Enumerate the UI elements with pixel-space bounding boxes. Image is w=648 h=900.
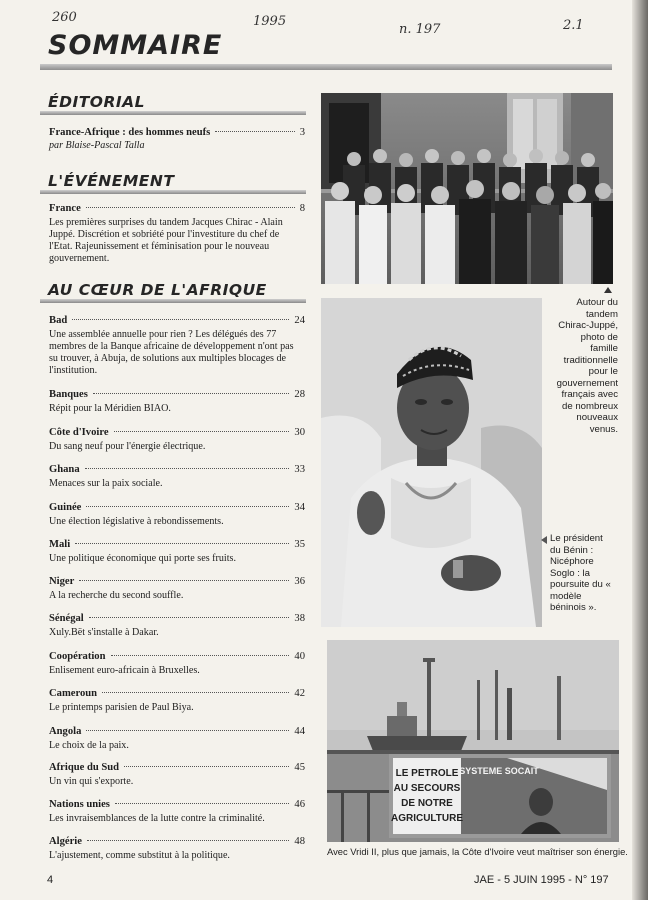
entry-page: 48 <box>294 836 305 847</box>
banner-side-text: SYSTEME SOCAIT <box>459 766 539 776</box>
government-group-photo <box>321 93 613 284</box>
entry-page: 36 <box>294 576 305 587</box>
book-spine-edge <box>632 0 648 900</box>
entry-description: Une assemblée annuelle pour rien ? Les délégués des 77 membres de la Banque africaine de développement n'ont pas su trouver, à Abuja, de solutions aux multiples blocages de l'institution. <box>49 328 294 376</box>
entry-description: Un vin qui s'exporte. <box>49 775 134 787</box>
entry-description: Le choix de la paix. <box>49 739 129 751</box>
leader-dots <box>72 319 289 320</box>
leader-dots <box>102 692 289 693</box>
entry-description: Les premières surprises du tandem Jacques Chirac - Alain Juppé. Discrétion et sobriété pour l'investiture du chef de l'Etat. Rajeunissement et féminisation pour le nouveau gouvernement. <box>49 216 283 264</box>
banner-line-3: DE NOTRE <box>401 798 453 809</box>
banner-line-4: AGRICULTURE <box>390 813 464 824</box>
section-rule <box>40 190 306 194</box>
government-group-illustration <box>321 93 613 284</box>
entry-title: Cameroun <box>49 688 98 699</box>
leader-dots <box>89 617 290 618</box>
entry-title: Guinée <box>49 502 82 513</box>
entry-page: 30 <box>294 427 305 438</box>
entry-page: 8 <box>299 203 305 214</box>
section-heading-afrique: AU CŒUR DE L'AFRIQUE <box>48 281 267 299</box>
entry-title: Sénégal <box>49 613 84 624</box>
toc-entry-cote-divoire[interactable] <box>49 427 305 453</box>
entry-description: Enlisement euro-africain à Bruxelles. <box>49 664 200 676</box>
entry-title: Ghana <box>49 464 80 475</box>
handwritten-note-1: 260 <box>52 10 77 25</box>
section-heading-editorial: ÉDITORIAL <box>48 93 146 111</box>
title-rule <box>40 64 612 70</box>
toc-entry-banques[interactable] <box>49 389 305 415</box>
leader-dots <box>86 730 289 731</box>
leader-dots <box>87 840 289 841</box>
entry-page: 42 <box>294 688 305 699</box>
leader-dots <box>75 543 289 544</box>
entry-page: 35 <box>294 539 305 550</box>
toc-entry-france[interactable] <box>49 203 305 265</box>
entry-description: Les invraisemblances de la lutte contre la criminalité. <box>49 812 265 824</box>
handwritten-note-4: 2.1 <box>563 18 584 33</box>
entry-description: Répit pour la Méridien BIAO. <box>49 402 171 414</box>
leader-dots <box>124 766 289 767</box>
toc-entry-editorial[interactable] <box>49 127 305 152</box>
entry-description: Le printemps parisien de Paul Biya. <box>49 701 194 713</box>
toc-entry-senegal[interactable] <box>49 613 305 639</box>
entry-page: 44 <box>294 726 305 737</box>
entry-title: Nations unies <box>49 799 110 810</box>
toc-entry-bad[interactable] <box>49 315 305 377</box>
president-portrait-illustration <box>321 298 542 627</box>
entry-title: Afrique du Sud <box>49 762 120 773</box>
entry-page: 28 <box>294 389 305 400</box>
photo-caption-government: Autour du tandem Chirac-Juppé, photo de famille traditionnelle pour le gouvernement français avec de nombreux nouveaux venus. <box>556 297 618 435</box>
entry-page: 34 <box>294 502 305 513</box>
page-title: SOMMAIRE <box>48 30 223 61</box>
entry-page: 24 <box>294 315 305 326</box>
entry-description: Une politique économique qui porte ses fruits. <box>49 552 236 564</box>
entry-description: Du sang neuf pour l'énergie électrique. <box>49 440 206 452</box>
leader-dots <box>79 580 289 581</box>
leader-dots <box>115 803 289 804</box>
president-portrait-photo <box>321 298 542 627</box>
refinery-banner-photo <box>327 640 619 842</box>
entry-title: Banques <box>49 389 88 400</box>
footer-page-number: 4 <box>47 874 54 886</box>
leader-dots <box>86 207 295 208</box>
refinery-illustration <box>327 640 619 842</box>
entry-description: Menaces sur la paix sociale. <box>49 477 163 489</box>
entry-page: 40 <box>294 651 305 662</box>
entry-author: par Blaise-Pascal Talla <box>49 139 145 151</box>
caption-arrow-up-icon <box>604 287 612 293</box>
toc-entry-algerie[interactable] <box>49 836 305 862</box>
handwritten-note-2: 1995 <box>253 14 287 29</box>
footer-issue: JAE - 5 JUIN 1995 - N° 197 <box>474 874 609 886</box>
banner-line-1: LE PETROLE <box>395 768 459 779</box>
entry-page: 33 <box>294 464 305 475</box>
entry-title: France-Afrique : des hommes neufs <box>49 127 211 138</box>
toc-entry-cooperation[interactable] <box>49 651 305 677</box>
section-heading-evenement: L'ÉVÉNEMENT <box>48 172 175 190</box>
photo-caption-president: Le président du Bénin : Nicéphore Soglo : la poursuite du « modèle béninois ». <box>550 533 611 613</box>
leader-dots <box>86 506 289 507</box>
toc-entry-afrique-du-sud[interactable] <box>49 762 305 788</box>
entry-page: 46 <box>294 799 305 810</box>
leader-dots <box>93 393 290 394</box>
leader-dots <box>114 431 290 432</box>
entry-page: 38 <box>294 613 305 624</box>
toc-entry-mali[interactable] <box>49 539 305 565</box>
section-rule <box>40 299 306 303</box>
entry-description: Xuly.Bët s'installe à Dakar. <box>49 626 159 638</box>
caption-arrow-left-icon <box>541 536 547 544</box>
leader-dots <box>111 655 290 656</box>
entry-title: Mali <box>49 539 71 550</box>
entry-description: L'ajustement, comme substitut à la politique. <box>49 849 230 861</box>
entry-description: Une élection législative à rebondissements. <box>49 515 224 527</box>
entry-page: 45 <box>294 762 305 773</box>
toc-entry-niger[interactable] <box>49 576 305 602</box>
entry-title: Angola <box>49 726 82 737</box>
leader-dots <box>215 131 294 132</box>
entry-page: 3 <box>299 127 305 138</box>
entry-title: Bad <box>49 315 68 326</box>
handwritten-note-3: n. 197 <box>399 22 441 37</box>
entry-title: Côte d'Ivoire <box>49 427 109 438</box>
toc-entry-guinee[interactable] <box>49 502 305 528</box>
toc-entry-nations-unies[interactable] <box>49 799 305 825</box>
entry-title: France <box>49 203 81 214</box>
banner-line-2: AU SECOURS <box>393 783 461 794</box>
section-rule <box>40 111 306 115</box>
entry-description: A la recherche du second souffle. <box>49 589 184 601</box>
toc-entry-ghana[interactable] <box>49 464 305 490</box>
toc-entry-angola[interactable] <box>49 726 305 752</box>
entry-title: Algérie <box>49 836 82 847</box>
photo-caption-refinery: Avec Vridi II, plus que jamais, la Côte d'Ivoire veut maîtriser son énergie. <box>327 846 628 857</box>
toc-entry-cameroun[interactable] <box>49 688 305 714</box>
entry-title: Niger <box>49 576 75 587</box>
leader-dots <box>85 468 290 469</box>
entry-title: Coopération <box>49 651 106 662</box>
